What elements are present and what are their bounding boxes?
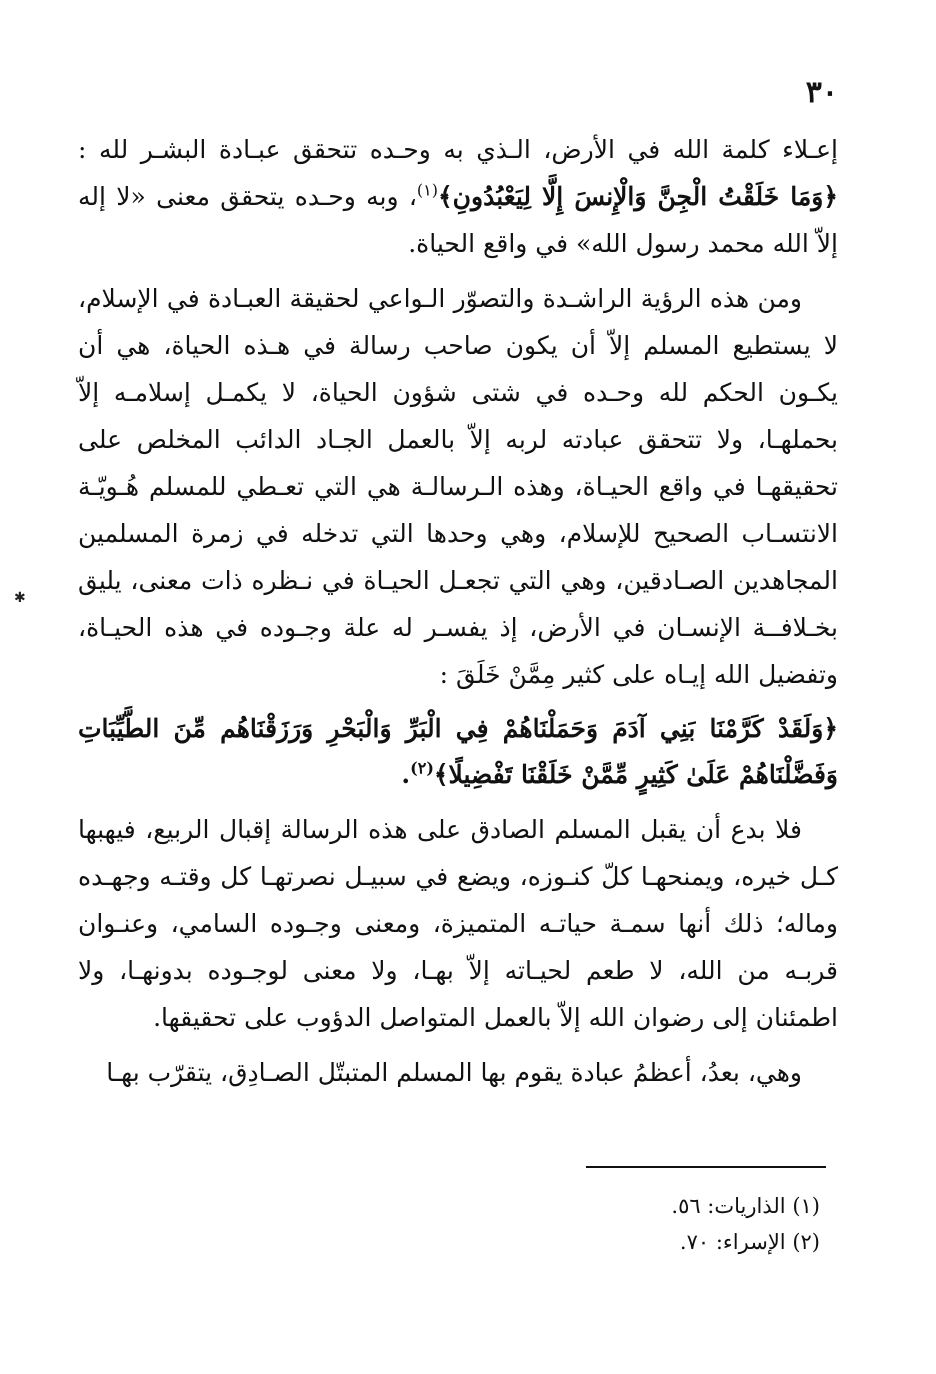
quran-verse-2: ﴿وَلَقَدْ كَرَّمْنَا بَنِي آدَمَ وَحَمَلْنَاهُمْ فِي الْبَرِّ وَالْبَحْرِ وَرَزَقْنَاهُم مِّنَ الطَّيِّبَاتِ وَفَضَّلْنَاهُمْ عَلَىٰ كَثِيرٍ مِّمَّنْ خَلَقْنَا تَفْضِيلًا﴾ [78, 714, 838, 789]
footnotes [671, 1188, 820, 1260]
page-number: ٣٠ [805, 75, 838, 110]
footnote-1 [671, 1188, 820, 1224]
paragraph-1 [78, 126, 838, 267]
footnote-1-text: الذاريات: ٥٦. [671, 1194, 786, 1218]
footnote-2-text: الإسراء: ٧٠. [679, 1230, 786, 1254]
paragraph-1-start: إعـلاء كلمة الله في الأرض، الـذي به وحـده تتحقق عبـادة البشـر لله : [78, 135, 838, 164]
footnote-ref-1: (١) [416, 180, 439, 200]
margin-star-icon: ✱ [14, 590, 26, 606]
footnote-2 [671, 1224, 820, 1260]
main-text [78, 126, 838, 1096]
verse-end-dot: . [401, 760, 411, 789]
footnote-2-number: (٢) [792, 1230, 820, 1254]
paragraph-4: وهي، بعدُ، أعظمُ عبادة يقوم بها المسلم المتبتّل الصـادِق، يتقرّب بهـا [106, 1058, 802, 1087]
footnote-1-number: (١) [792, 1194, 820, 1218]
paragraph-2: ومن هذه الرؤية الراشـدة والتصوّر الـواعي لحقيقة العبـادة في الإسلام، لا يستطيع المسلم إلاّ أن يكون صاحب رسالة في هـذه الحياة، هي أن يكـون الحكم لله وحـده في شتى شؤون الحياة، لا يكمـل إسلامـه إلاّ بحملهـا، ولا تتحقق عبادته لربه إلاّ بالعمل الجـاد الدائب المخلص على تحقيقهـا في واقع الحيـاة، وهذه الـرسالـة هي التي تعـطي للمسلم هُـويّـة الانتسـاب الصحيح للإسلام، وهي وحدها التي تدخله في زمرة المسلمين المجاهدين الصـادقين، وهي التي تجعـل الحيـاة في نـظره ذات معنى، يليق بخـلافــة الإنسـان في الأرض، إذ يفسـر له علة وجـوده في هذه الحيـاة، وتفضيل الله إيـاه على كثير مِمَّنْ خَلَقَ : [78, 284, 838, 689]
footnote-separator [586, 1166, 826, 1168]
quran-verse-block [78, 706, 838, 798]
book-page [78, 75, 839, 1348]
paragraph-1-end: ، وبه وحـده يتحقق معنى «لا إله إلاّ الله محمد رسول الله» في واقع الحياة. [78, 182, 838, 258]
quran-quote-1: ﴿وَمَا خَلَقْتُ الْجِنَّ وَالْإِنسَ إِلَّا لِيَعْبُدُونِ﴾ [438, 182, 839, 211]
paragraph-3: فلا بدع أن يقبل المسلم الصادق على هذه الرسالة إقبال الربيع، فيهبها كـل خيره، ويمنحهـا كلّ كنـوزه، ويضع في سبيـل نصرتهـا كل وقتـه وجهـده وماله؛ ذلك أنها سمـة حياتـه المتميزة، ومعنى وجـوده السامي، وعنـوان قربـه من الله، لا طعم لحيـاته إلاّ بهـا، ولا معنى لوجـوده بدونهـا، ولا اطمئنان إلى رضوان الله إلاّ بالعمل المتواصل الدؤوب على تحقيقها. [78, 815, 838, 1032]
footnote-ref-2: (٢) [410, 758, 434, 778]
